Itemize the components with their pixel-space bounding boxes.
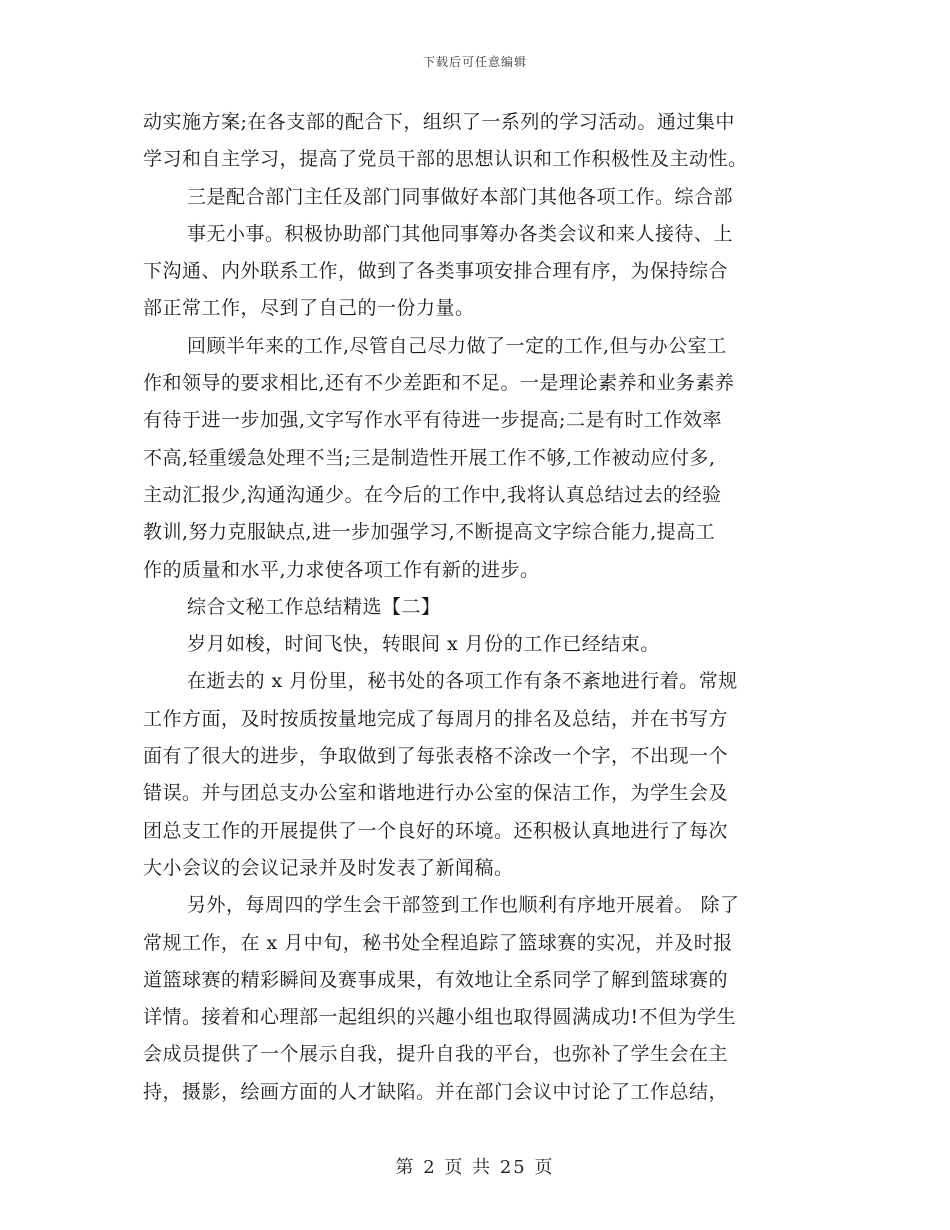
text-line: 错误。并与团总支办公室和谐地进行办公室的保洁工作，为学生会及	[143, 782, 729, 805]
text-line: 事无小事。积极协助部门其他同事筹办各类会议和来人接待、上	[187, 222, 734, 245]
text-line: 不高,轻重缓急处理不当;三是制造性开展工作不够,工作被动应付多,	[143, 446, 716, 469]
text-line: 三是配合部门主任及部门同事做好本部门其他各项工作。综合部	[187, 185, 734, 208]
page-footer: 第 2 页 共 25 页	[395, 1157, 555, 1178]
text-line: 工作方面，及时按质按量地完成了每周月的排名及总结，并在书写方	[143, 707, 729, 730]
text-line: 详情。接着和心理部一起组织的兴趣小组也取得圆满成功!不但为学生	[143, 1006, 737, 1029]
text-line: 综合文秘工作总结精选【二】	[187, 595, 441, 618]
text-line: 在逝去的 x 月份里，秘书处的各项工作有条不紊地进行着。常规	[187, 670, 738, 693]
text-line: 会成员提供了一个展示自我，提升自我的平台，也弥补了学生会在主	[143, 1043, 729, 1066]
text-line: 岁月如梭，时间飞快，转眼间 x 月份的工作已经结束。	[187, 633, 660, 656]
text-line: 另外，每周四的学生会干部签到工作也顺利有序地开展着。 除了	[187, 894, 740, 917]
text-line: 持，摄影，绘画方面的人才缺陷。并在部门会议中讨论了工作总结，	[143, 1080, 729, 1103]
text-line: 大小会议的会议记录并及时发表了新闻稿。	[143, 856, 514, 879]
text-line: 下沟通、内外联系工作，做到了各类事项安排合理有序，为保持综合	[143, 260, 729, 283]
page-header: 下载后可任意编辑	[422, 55, 527, 69]
text-line: 学习和自主学习，提高了党员干部的思想认识和工作积极性及主动性。	[143, 148, 748, 171]
text-line: 道篮球赛的精彩瞬间及赛事成果，有效地让全系同学了解到篮球赛的	[143, 968, 729, 991]
text-line: 团总支工作的开展提供了一个良好的环境。还积极认真地进行了每次	[143, 819, 729, 842]
text-line: 动实施方案;在各支部的配合下，组织了一系列的学习活动。通过集中	[143, 111, 735, 133]
text-line: 部正常工作，尽到了自己的一份力量。	[143, 297, 475, 320]
text-line: 教训,努力克服缺点,进一步加强学习,不断提高文字综合能力,提高工	[143, 521, 716, 544]
text-line: 回顾半年来的工作,尽管自己尽力做了一定的工作,但与办公室工	[187, 334, 727, 357]
text-line: 有待于进一步加强,文字写作水平有待进一步提高;二是有时工作效率	[143, 409, 722, 432]
text-line: 常规工作，在 x 月中旬，秘书处全程追踪了篮球赛的实况，并及时报	[143, 931, 733, 954]
text-line: 面有了很大的进步，争取做到了每张表格不涂改一个字，不出现一个	[143, 745, 729, 768]
text-line: 作和领导的要求相比,还有不少差距和不足。一是理论素养和业务素养	[143, 372, 735, 395]
document-body	[143, 104, 807, 1111]
text-line: 主动汇报少,沟通沟通少。在今后的工作中,我将认真总结过去的经验	[143, 483, 722, 506]
text-line: 作的质量和水平,力求使各项工作有新的进步。	[143, 558, 540, 581]
